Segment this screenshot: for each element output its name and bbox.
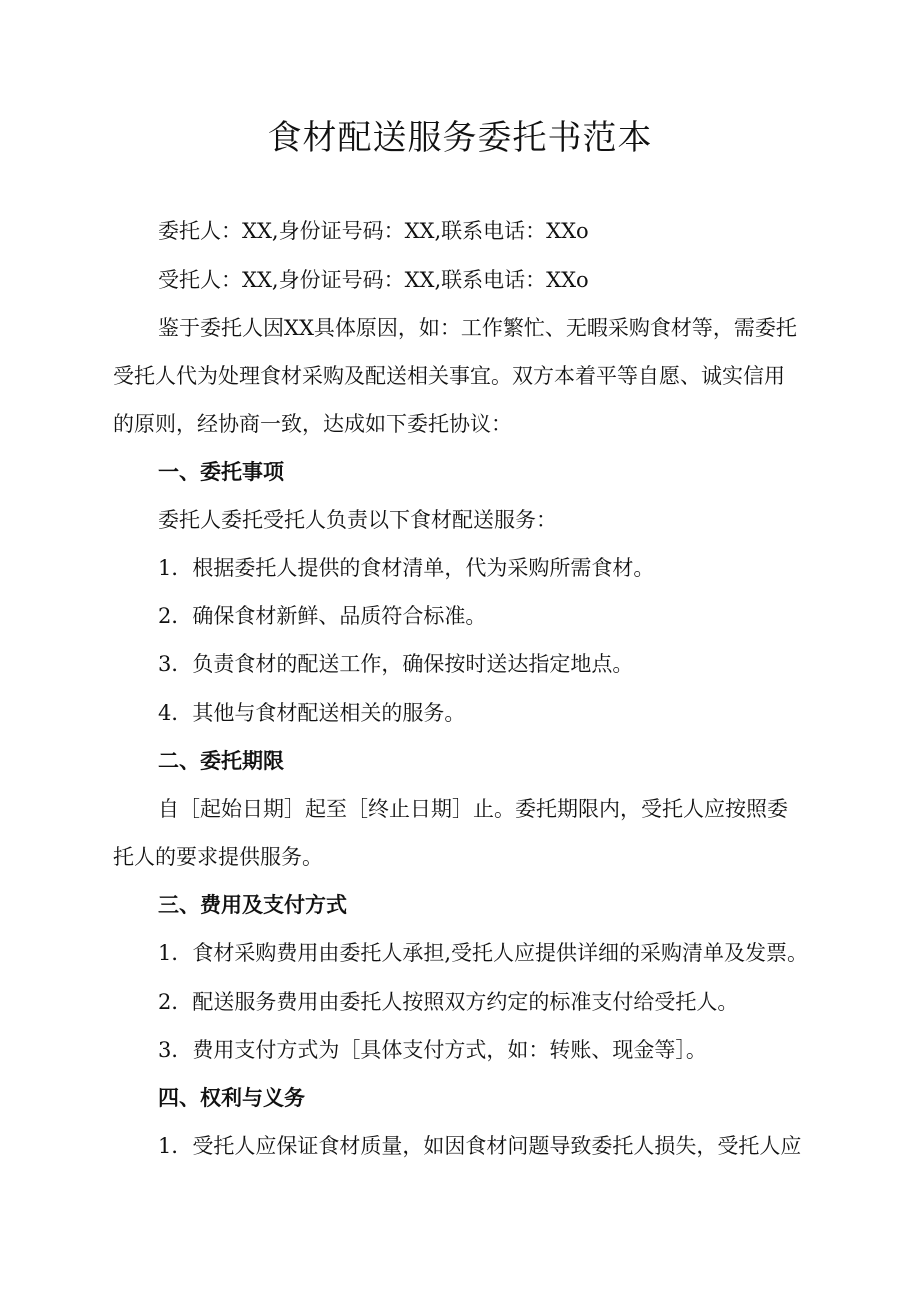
list-item-2: 2．确保食材新鲜、品质符合标准。 xyxy=(158,604,487,628)
term-line-1: 自［起始日期］起至［终止日期］止。委托期限内，受托人应按照委 xyxy=(158,797,788,821)
section-heading-3: 三、费用及支付方式 xyxy=(158,893,347,917)
fee-item-1: 1．食材采购费用由委托人承担,受托人应提供详细的采购清单及发票。 xyxy=(158,941,809,965)
fee-item-2: 2．配送服务费用由委托人按照双方约定的标准支付给受托人。 xyxy=(158,990,739,1014)
preamble-line-3: 的原则，经协商一致，达成如下委托协议： xyxy=(113,412,512,436)
section-heading-2: 二、委托期限 xyxy=(158,749,284,773)
list-item-4: 4．其他与食材配送相关的服务。 xyxy=(158,701,466,725)
paragraph-line: 委托人委托受托人负责以下食材配送服务： xyxy=(158,508,557,532)
section-heading-1: 一、委托事项 xyxy=(158,460,284,484)
document-title: 食材配送服务委托书范本 xyxy=(267,118,653,158)
rights-item-1: 1．受托人应保证食材质量，如因食材问题导致委托人损失，受托人应 xyxy=(158,1134,802,1158)
preamble-line-2: 受托人代为处理食材采购及配送相关事宜。双方本着平等自愿、诚实信用 xyxy=(113,364,785,388)
list-item-3: 3．负责食材的配送工作，确保按时送达指定地点。 xyxy=(158,652,634,676)
agent-line: 受托人：XX,身份证号码：XX,联系电话：XXo xyxy=(158,268,589,292)
preamble-line-1: 鉴于委托人因XX具体原因，如：工作繁忙、无暇采购食材等，需委托 xyxy=(158,316,797,340)
principal-line: 委托人：XX,身份证号码：XX,联系电话：XXo xyxy=(158,219,589,243)
fee-item-3: 3．费用支付方式为［具体支付方式，如：转账、现金等］。 xyxy=(158,1038,707,1062)
term-line-2: 托人的要求提供服务。 xyxy=(113,845,323,869)
list-item-1: 1．根据委托人提供的食材清单，代为采购所需食材。 xyxy=(158,556,655,580)
section-heading-4: 四、权利与义务 xyxy=(158,1086,305,1110)
